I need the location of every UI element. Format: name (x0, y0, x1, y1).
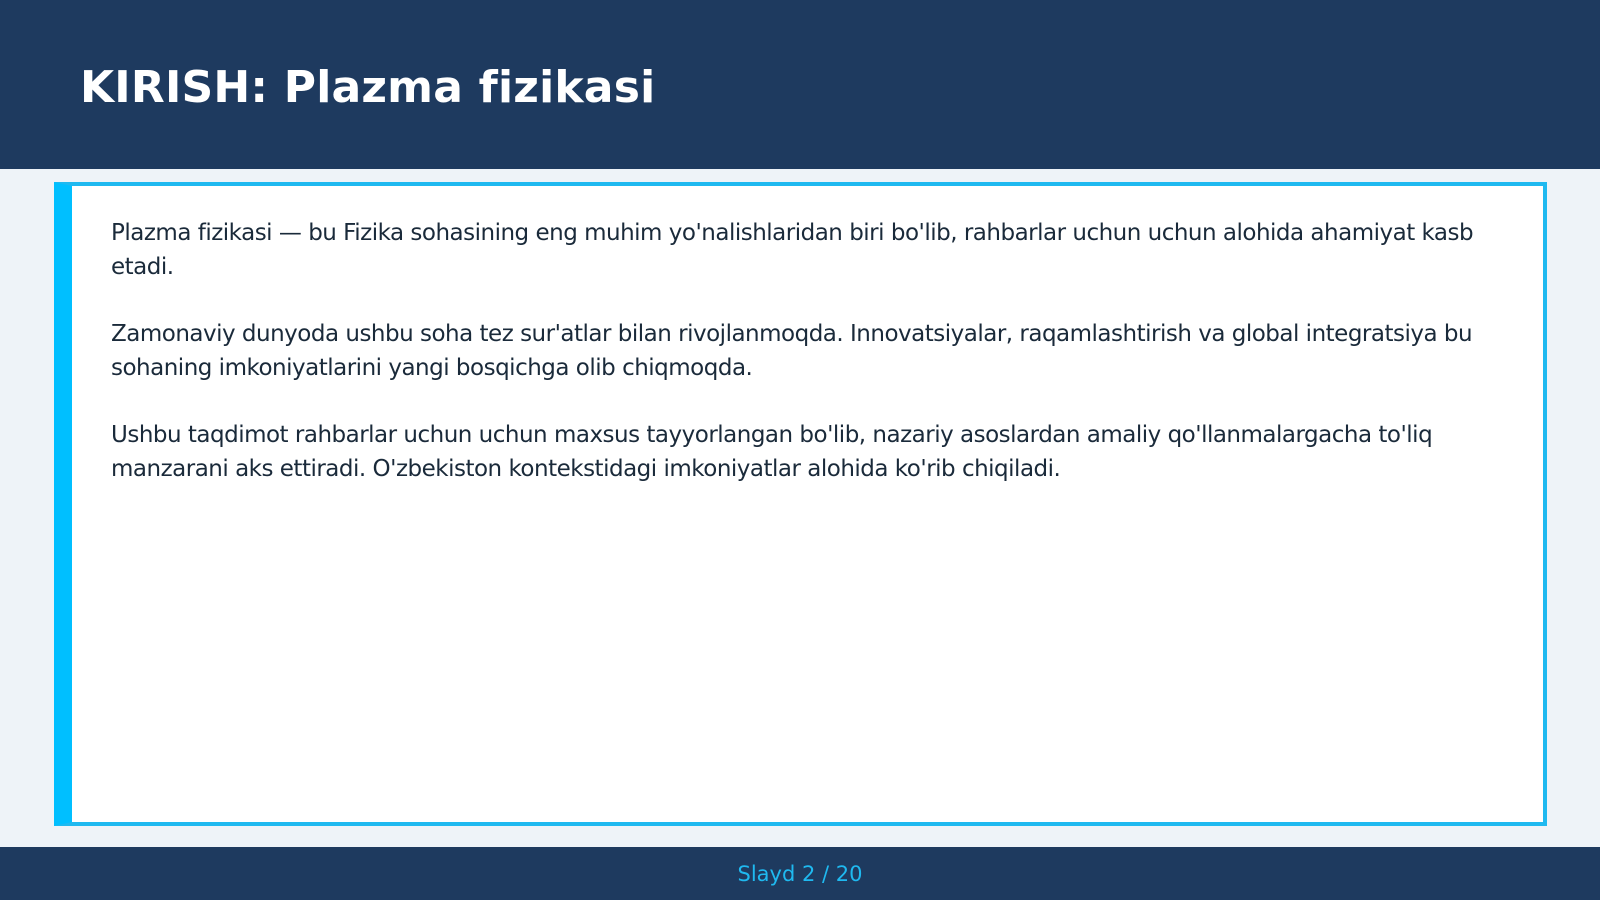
paragraph-modern-world: Zamonaviy dunyoda ushbu soha tez sur'atlar bilan rivojlanmoqda. Innovatsiyalar, raqamlashtirish va global integratsiya bu sohaning imkoniyatlarini yangi bosqichga olib chiqmoqda. (111, 321, 1473, 381)
slide-header (0, 0, 1600, 169)
content-body (111, 216, 1491, 519)
slide-title: KIRISH: Plazma fizikasi (80, 62, 656, 113)
slide-footer (0, 847, 1600, 900)
content-card (54, 182, 1547, 826)
paragraph-presentation-purpose: Ushbu taqdimot rahbarlar uchun uchun maxsus tayyorlangan bo'lib, nazariy asoslardan amaliy qo'llanmalargacha to'liq manzarani aks ettiradi. O'zbekiston kontekstidagi imkoniyatlar alohida ko'rib chiqiladi. (111, 422, 1433, 482)
slide-counter: Slayd 2 / 20 (737, 862, 863, 886)
paragraph-intro: Plazma fizikasi — bu Fizika sohasining eng muhim yo'nalishlaridan biri bo'lib, rahbarlar uchun uchun alohida ahamiyat kasb etadi. (111, 220, 1474, 280)
